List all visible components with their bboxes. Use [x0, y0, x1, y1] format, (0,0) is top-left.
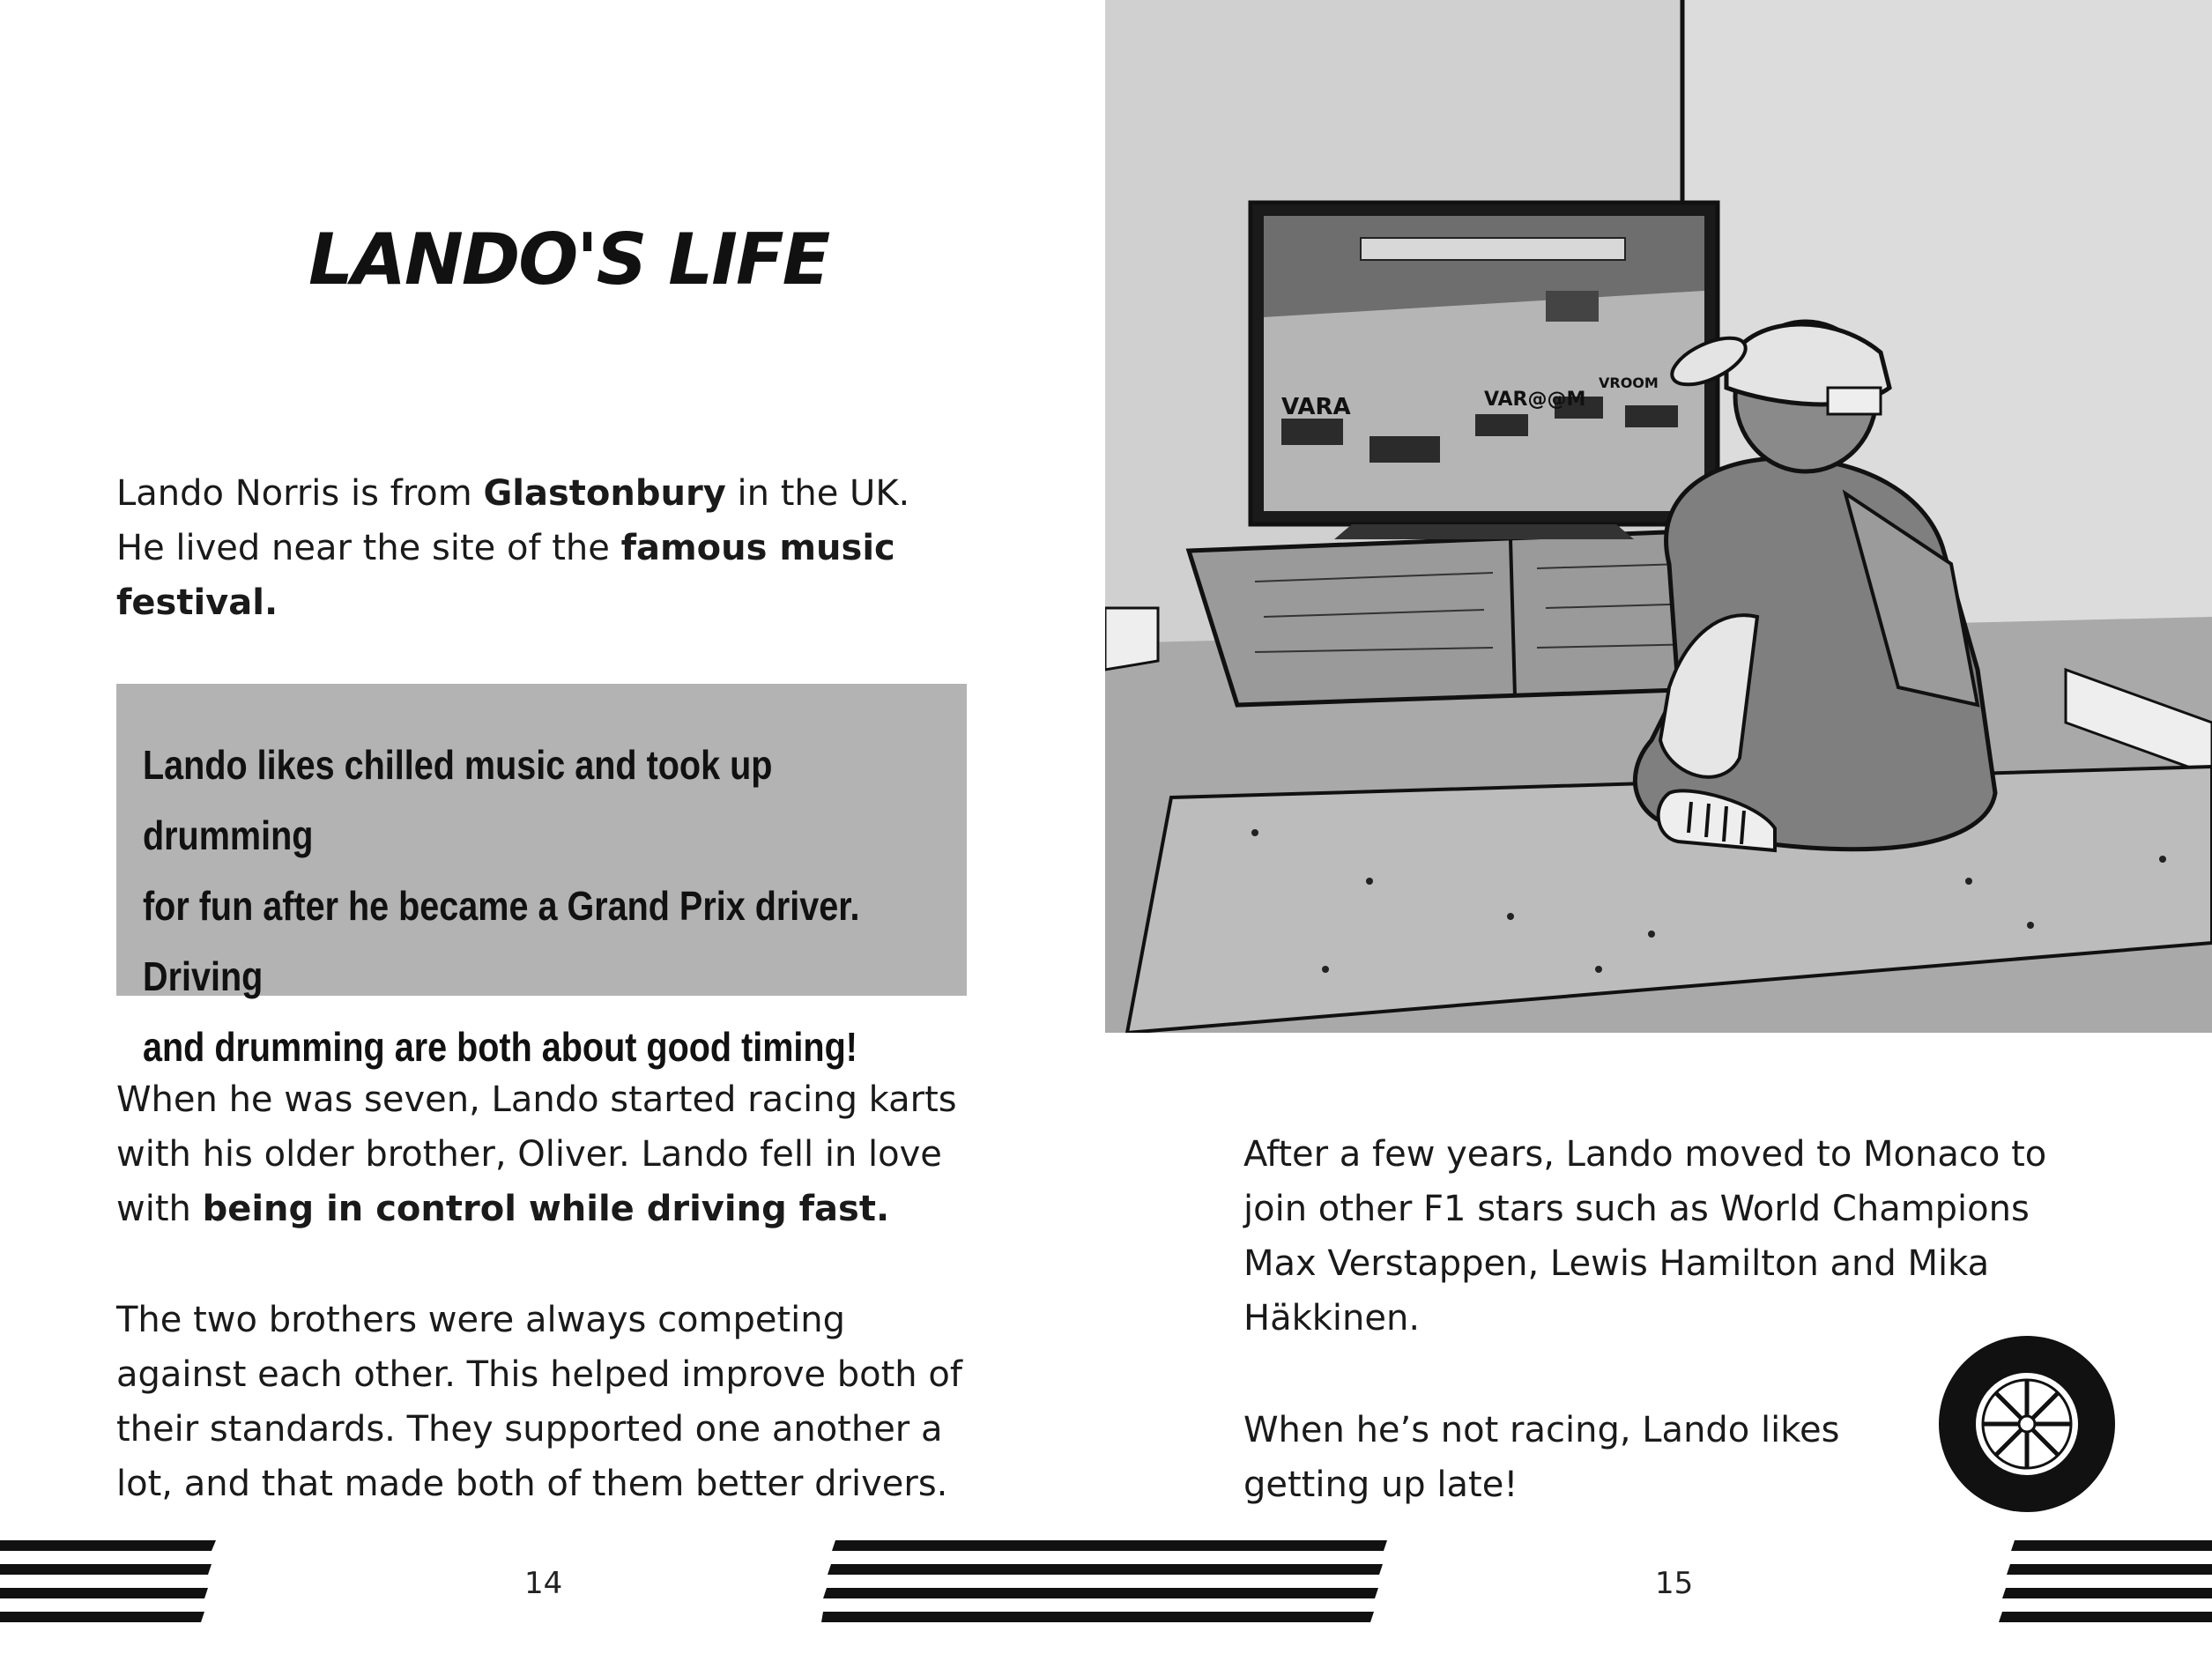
- page-title: LANDO'S LIFE: [308, 219, 829, 300]
- racing-stripes-center-left: [821, 1540, 1105, 1625]
- left-page: [0, 0, 1105, 1676]
- racing-stripes-center-right: [1105, 1540, 1387, 1625]
- monaco-line-4: Häkkinen.: [1243, 1298, 1421, 1339]
- brothers-paragraph: [116, 1293, 962, 1511]
- fact-line-3: and drumming are both about good timing!: [143, 1024, 857, 1070]
- brothers-line-4: lot, and that made both of them better drivers.: [116, 1464, 948, 1504]
- racing-stripes-right: [1999, 1540, 2212, 1625]
- fact-line-1: Lando likes chilled music and took up drumming: [143, 742, 773, 858]
- monaco-line-3: Max Verstappen, Lewis Hamilton and Mika: [1243, 1243, 1990, 1284]
- intro-text-3: He lived near the site of the: [116, 528, 621, 568]
- page-number-left: 14: [524, 1566, 563, 1601]
- monaco-line-1: After a few years, Lando moved to Monaco to: [1243, 1134, 2047, 1175]
- monaco-paragraph: [1243, 1127, 2046, 1346]
- karting-line-1: When he was seven, Lando started racing karts: [116, 1079, 957, 1120]
- intro-text-1: Lando Norris is from: [116, 473, 484, 514]
- brothers-line-3: their standards. They supported one another a: [116, 1409, 943, 1450]
- fact-line-2: for fun after he became a Grand Prix driver. Driving: [143, 883, 860, 999]
- karting-line-2: with his older brother, Oliver. Lando fell in love: [116, 1134, 942, 1175]
- intro-bold-festival-1: famous music: [620, 528, 895, 568]
- fact-box-text: [143, 730, 946, 1082]
- karting-paragraph: [116, 1072, 957, 1236]
- intro-bold-glastonbury: Glastonbury: [483, 473, 726, 514]
- karting-text-3: with: [116, 1189, 203, 1229]
- late-line-2: getting up late!: [1243, 1465, 1518, 1505]
- karting-bold: being in control while driving fast.: [202, 1189, 890, 1229]
- person-watching-f1-race-on-tv-illustration: [1105, 0, 2212, 1033]
- brothers-line-2: against each other. This helped improve both of: [116, 1354, 962, 1395]
- intro-bold-festival-2: festival.: [116, 582, 278, 623]
- tyre-icon: [1936, 1333, 2118, 1515]
- right-page: [1105, 0, 2212, 1676]
- fact-box: [116, 684, 967, 1070]
- late-line-1: When he’s not racing, Lando likes: [1243, 1410, 1840, 1450]
- monaco-line-2: join other F1 stars such as World Champions: [1243, 1189, 2030, 1229]
- intro-text-2: in the UK.: [725, 473, 910, 514]
- page-number-right: 15: [1655, 1566, 1694, 1601]
- late-paragraph: [1243, 1403, 1839, 1512]
- tv-sound-effect-3: VROOM: [1599, 375, 1659, 391]
- racing-stripes-left: [0, 1540, 220, 1625]
- tv-sound-effect-2: VAR@@M: [1484, 389, 1586, 411]
- brothers-line-1: The two brothers were always competing: [116, 1300, 846, 1340]
- intro-paragraph: [116, 466, 909, 630]
- tv-sound-effect-1: VARA: [1281, 394, 1351, 420]
